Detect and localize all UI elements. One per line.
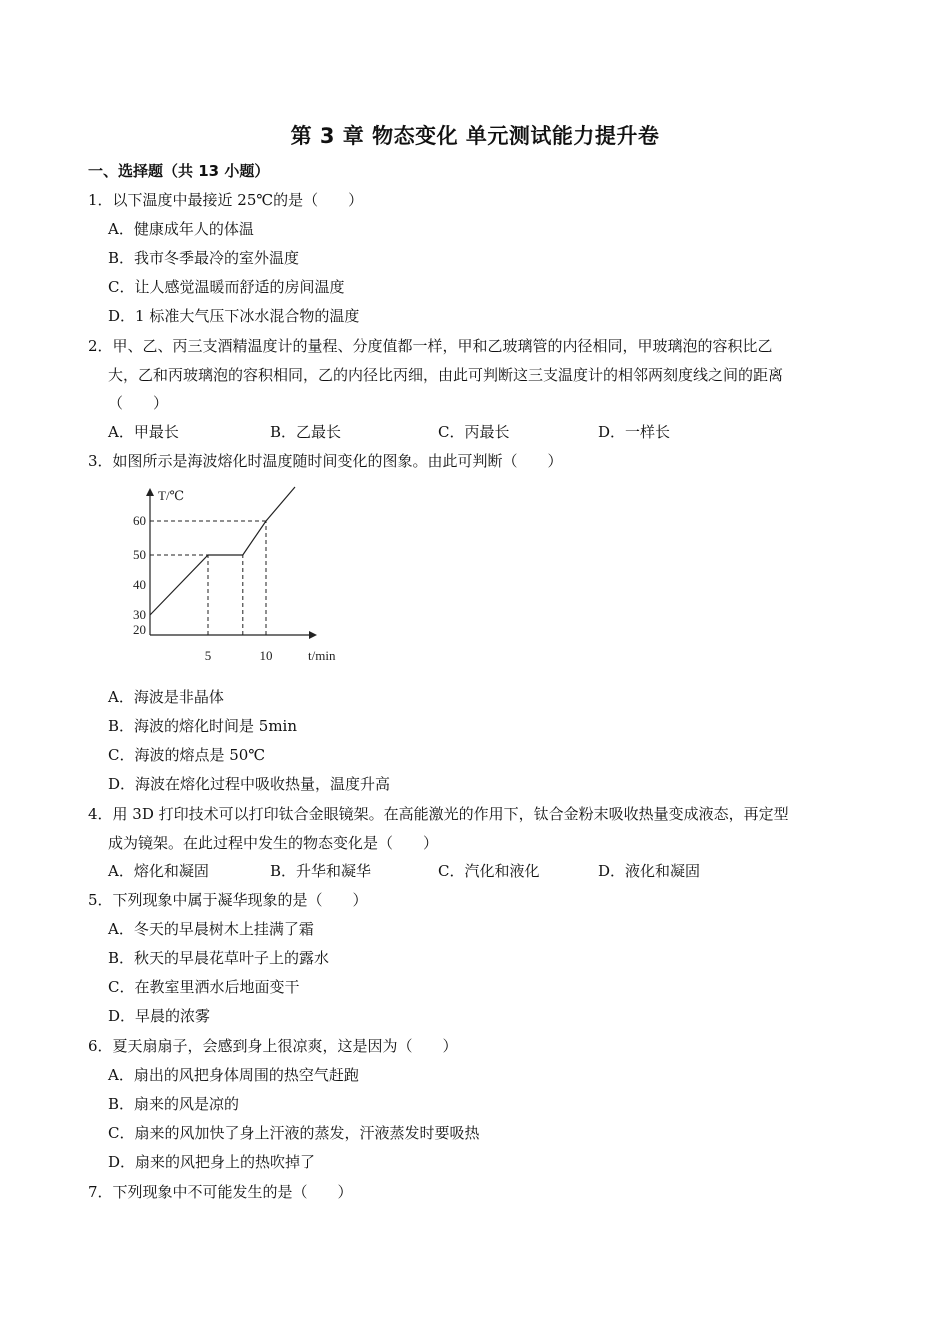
- question-6-option-a: A．扇出的风把身体周围的热空气赶跑: [108, 1066, 359, 1084]
- melting-graph: [120, 480, 360, 670]
- question-3-stem: 3．如图所示是海波熔化时温度随时间变化的图象。由此可判断（ ）: [88, 452, 563, 470]
- question-4-option-c: C．汽化和液化: [438, 862, 540, 880]
- question-2-stem-line-3: （ ）: [108, 394, 169, 412]
- question-1-option-b: B．我市冬季最冷的室外温度: [108, 249, 300, 267]
- question-4-option-d: D．液化和凝固: [598, 862, 701, 880]
- question-4-option-a: A．熔化和凝固: [108, 862, 209, 880]
- temperature-curve: [150, 487, 295, 615]
- question-2-stem-line-1: 2．甲、乙、丙三支酒精温度计的量程、分度值都一样，甲和乙玻璃管的内径相同，甲玻璃泡的容积比乙: [88, 337, 773, 355]
- y-tick-label: 40: [133, 577, 146, 592]
- question-4-stem-line-2: 成为镜架。在此过程中发生的物态变化是（ ）: [108, 834, 439, 852]
- question-1-option-a: A．健康成年人的体温: [108, 220, 254, 238]
- question-4-option-b: B．升华和凝华: [270, 862, 372, 880]
- question-2-stem-line-2: 大，乙和丙玻璃泡的容积相同，乙的内径比丙细，由此可判断这三支温度计的相邻两刻度线之间的距离: [108, 366, 784, 384]
- x-tick-label: 10: [259, 648, 273, 663]
- question-5-option-d: D．早晨的浓雾: [108, 1007, 211, 1025]
- x-tick-label: 5: [204, 648, 212, 663]
- question-2-option-b: B．乙最长: [270, 423, 342, 441]
- question-1-stem: 1．以下温度中最接近 25℃的是（ ）: [88, 191, 364, 209]
- question-7-stem: 7．下列现象中不可能发生的是（ ）: [88, 1183, 353, 1201]
- question-2-option-a: A．甲最长: [108, 423, 179, 441]
- question-5-option-c: C．在教室里洒水后地面变干: [108, 978, 300, 996]
- y-axis-label: T/℃: [158, 488, 185, 503]
- question-3-option-b: B．海波的熔化时间是 5min: [108, 717, 298, 735]
- y-tick-label: 50: [133, 547, 146, 562]
- question-6-option-d: D．扇来的风把身上的热吹掉了: [108, 1153, 316, 1171]
- question-5-option-b: B．秋天的早晨花草叶子上的露水: [108, 949, 330, 967]
- question-6-option-b: B．扇来的风是凉的: [108, 1095, 240, 1113]
- question-1-option-d: D．1 标准大气压下冰水混合物的温度: [108, 307, 360, 325]
- question-5-stem: 5．下列现象中属于凝华现象的是（ ）: [88, 891, 368, 909]
- question-3-option-d: D．海波在熔化过程中吸收热量，温度升高: [108, 775, 391, 793]
- x-axis-label: t/min: [308, 648, 336, 663]
- question-2-option-c: C．丙最长: [438, 423, 510, 441]
- question-3-option-c: C．海波的熔点是 50℃: [108, 746, 266, 764]
- question-6-stem: 6．夏天扇扇子，会感到身上很凉爽，这是因为（ ）: [88, 1037, 458, 1055]
- question-1-option-c: C．让人感觉温暖而舒适的房间温度: [108, 278, 345, 296]
- y-tick-label: 30: [133, 607, 146, 622]
- page-title: 第 3 章 物态变化 单元测试能力提升卷: [290, 124, 660, 148]
- question-5-option-a: A．冬天的早晨树木上挂满了霜: [108, 920, 314, 938]
- section-heading: 一、选择题（共 13 小题）: [88, 162, 270, 180]
- question-2-option-d: D．一样长: [598, 423, 671, 441]
- y-tick-label: 20: [133, 622, 146, 637]
- question-3-option-a: A．海波是非晶体: [108, 688, 224, 706]
- question-4-stem-line-1: 4．用 3D 打印技术可以打印钛合金眼镜架。在高能激光的作用下，钛合金粉末吸收热量变成液态，再定型: [88, 805, 789, 823]
- question-6-option-c: C．扇来的风加快了身上汗液的蒸发，汗液蒸发时要吸热: [108, 1124, 480, 1142]
- y-tick-label: 60: [133, 513, 146, 528]
